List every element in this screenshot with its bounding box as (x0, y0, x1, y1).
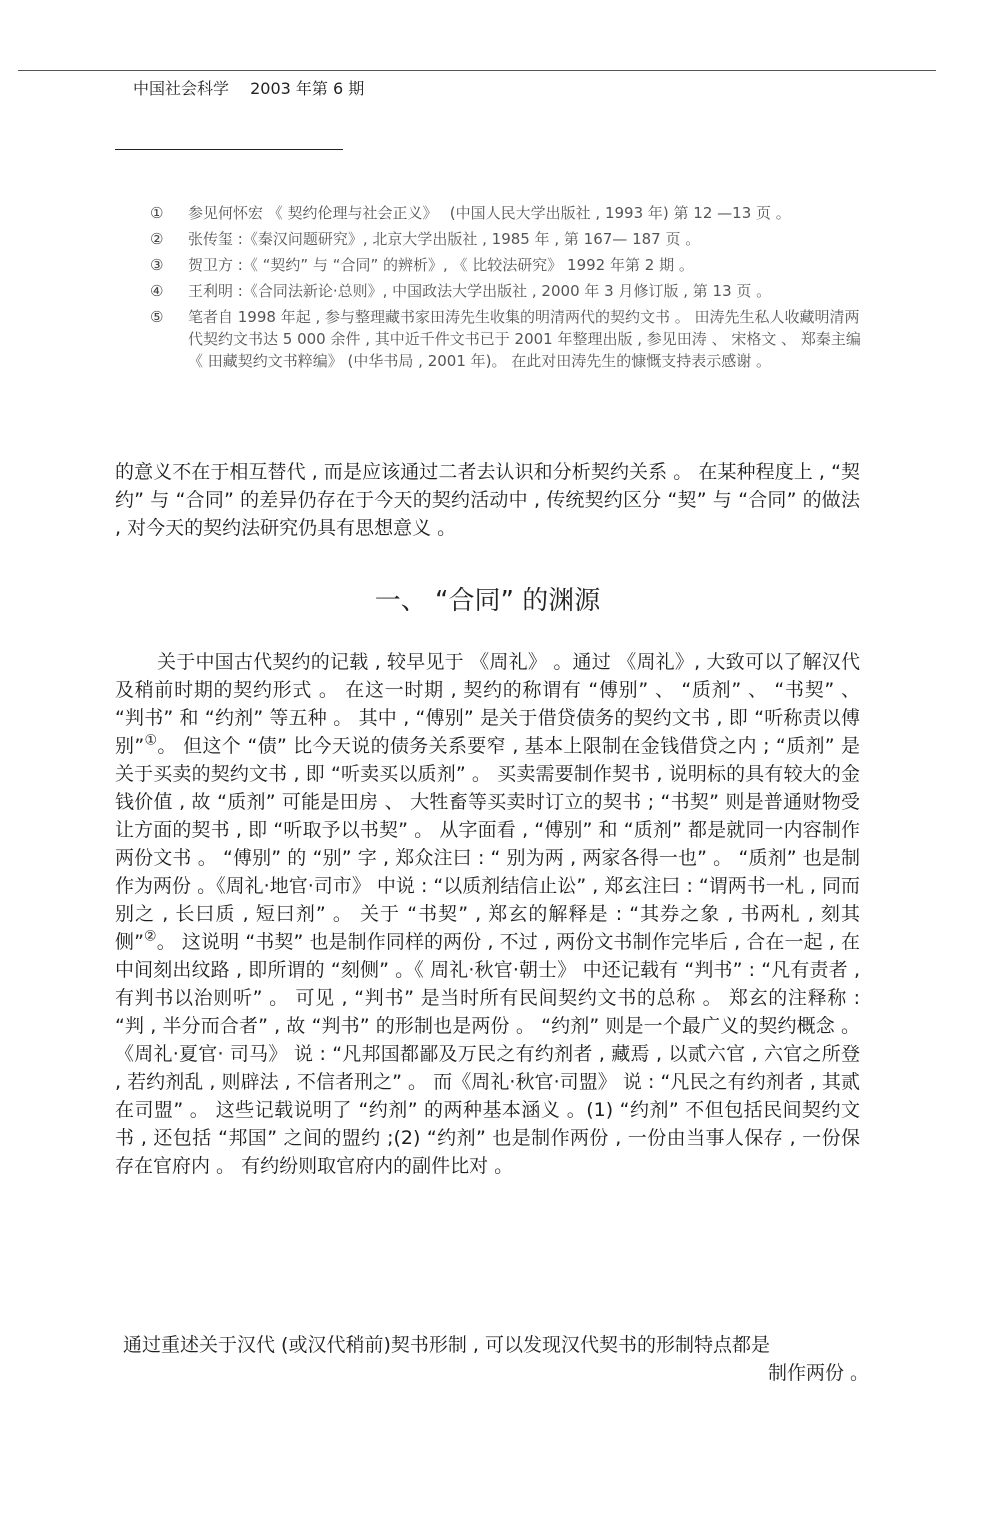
body-text (115, 458, 860, 1180)
paragraph-part-1: 关于中国古代契约的记载 , 较早见于 《周礼》 。通过 《周礼》, 大致可以了解汉代及稍前时期的契约形式 。 在这一时期 , 契约的称谓有 “傅别” 、 “质剂” 、 “书契” 、 “判书” 和 “约剂” 等五种 。 其中 , “傅别” 是关于借贷债务的契约文书 , 即 “听称责以傅别” (115, 651, 860, 757)
closing-line-1: 通过重述关于汉代 (或汉代稍前)契书形制 , 可以发现汉代契书的形制特点都是 (123, 1334, 770, 1356)
footnote-text: 王利明 :《合同法新论·总则》, 中国政法大学出版社 , 2000 年 3 月修订版 , 第 13 页 。 (188, 282, 772, 300)
footnote-4 (150, 280, 862, 302)
footnote-3 (150, 254, 862, 276)
footnote-5 (150, 306, 862, 372)
footnote-ref-2[interactable]: ② (143, 928, 157, 945)
footnote-marker: ③ (150, 256, 164, 274)
footnote-text: 张传玺 :《秦汉问题研究》, 北京大学出版社 , 1985 年 , 第 167— 187 页 。 (188, 230, 701, 248)
footnote-text: 笔者自 1998 年起 , 参与整理藏书家田涛先生收集的明清两代的契约文书 。 田涛先生私人收藏明清两代契约文书达 5 000 余件 , 其中近千件文书已于 2001 年整理出版 , 参见田涛 、 宋格文 、 郑秦主编 《 田藏契约文书粹编》 (中华书局 , 2001 年)。 在此对田涛先生的慷慨支持表示感谢 。 (188, 308, 861, 370)
paragraph-part-3: 。 这说明 “书契” 也是制作同样的两份 , 不过 , 两份文书制作完毕后 , 合在一起 , 在中间刻出纹路 , 即所谓的 “刻侧” 。《 周礼·秋官·朝士》 中还记载有 “判书” : “凡有责者 , 有判书以治则听” 。 可见 , “判书” 是当时所有民间契约文书的总称 。 郑玄的注释称 : “判 , 半分而合者” , 故 “判书” 的形制也是两份 。 “约剂” 则是一个最广义的契约概念 。《周礼·夏官· 司马》 说 : “凡邦国都鄙及万民之有约剂者 , 藏焉 , 以贰六官 , 六官之所登 , 若约剂乱 , 则辟法 , 不信者刑之” 。 而《周礼·秋官·司盟》 说 : “凡民之有约剂者 , 其贰在司盟” 。 这些记载说明了 “约剂” 的两种基本涵义 。(1) “约剂” 不但包括民间契约文书 , 还包括 “邦国” 之间的盟约 ;(2) “约剂” 也是制作两份 , 一份由当事人保存 , 一份保存在官府内 。 有约纷则取官府内的副件比对 。 (115, 931, 860, 1177)
footnote-2 (150, 228, 862, 250)
footnotes (150, 202, 862, 376)
issue-number: 2003 年第 6 期 (250, 79, 365, 98)
footnote-text: 贺卫方 :《 “契约” 与 “合同” 的辨析》, 《 比较法研究》 1992 年第 2 期 。 (188, 256, 694, 274)
footnote-1 (150, 202, 862, 224)
closing-paragraph (123, 1331, 869, 1387)
intro-paragraph: 的意义不在于相互替代 , 而是应该通过二者去认识和分析契约关系 。 在某种程度上 , “契约” 与 “合同” 的差异仍存在于今天的契约活动中 , 传统契约区分 “契” 与 “合同” 的做法 , 对今天的契约法研究仍具有思想意义 。 (115, 461, 860, 539)
footnote-marker: ⑤ (150, 308, 164, 326)
footnote-marker: ① (150, 204, 164, 222)
footnote-text: 参见何怀宏 《 契约伦理与社会正义》 (中国人民大学出版社 , 1993 年) 第 12 —13 页 。 (188, 204, 791, 222)
footnote-rule (115, 149, 343, 150)
closing-line-2: 制作两份 。 (767, 1362, 869, 1384)
paragraph-part-2: 。 但这个 “债” 比今天说的债务关系要窄 , 基本上限制在金钱借贷之内 ; “质剂” 是关于买卖的契约文书 , 即 “听卖买以质剂” 。 买卖需要制作契书 , 说明标的具有较大的金钱价值 , 故 “质剂” 可能是田房 、 大牲畜等买卖时订立的契书 ; “书契” 则是普通财物受让方面的契书 , 即 “听取予以书契” 。 从字面看 , “傅别” 和 “质剂” 都是就同一内容制作两份文书 。 “傅别” 的 “别” 字 , 郑众注曰 : “ 别为两 , 两家各得一也” 。 “质剂” 也是制作为两份 。《周礼·地官·司市》 中说 : “以质剂结信止讼” , 郑玄注曰 : “谓两书一札 , 同而别之 , 长曰质 , 短曰剂” 。 关于 “书契” , 郑玄的解释是 : “其券之象 , 书两札 , 刻其侧” (115, 735, 860, 953)
footnote-marker: ④ (150, 282, 164, 300)
main-paragraph (115, 648, 860, 1180)
running-head (133, 76, 364, 99)
footnote-ref-1[interactable]: ① (144, 732, 158, 749)
header-rule (18, 70, 936, 71)
section-heading: 一、 “合同” 的渊源 (374, 586, 601, 616)
journal-title: 中国社会科学 (133, 79, 230, 98)
footnote-marker: ② (150, 230, 164, 248)
